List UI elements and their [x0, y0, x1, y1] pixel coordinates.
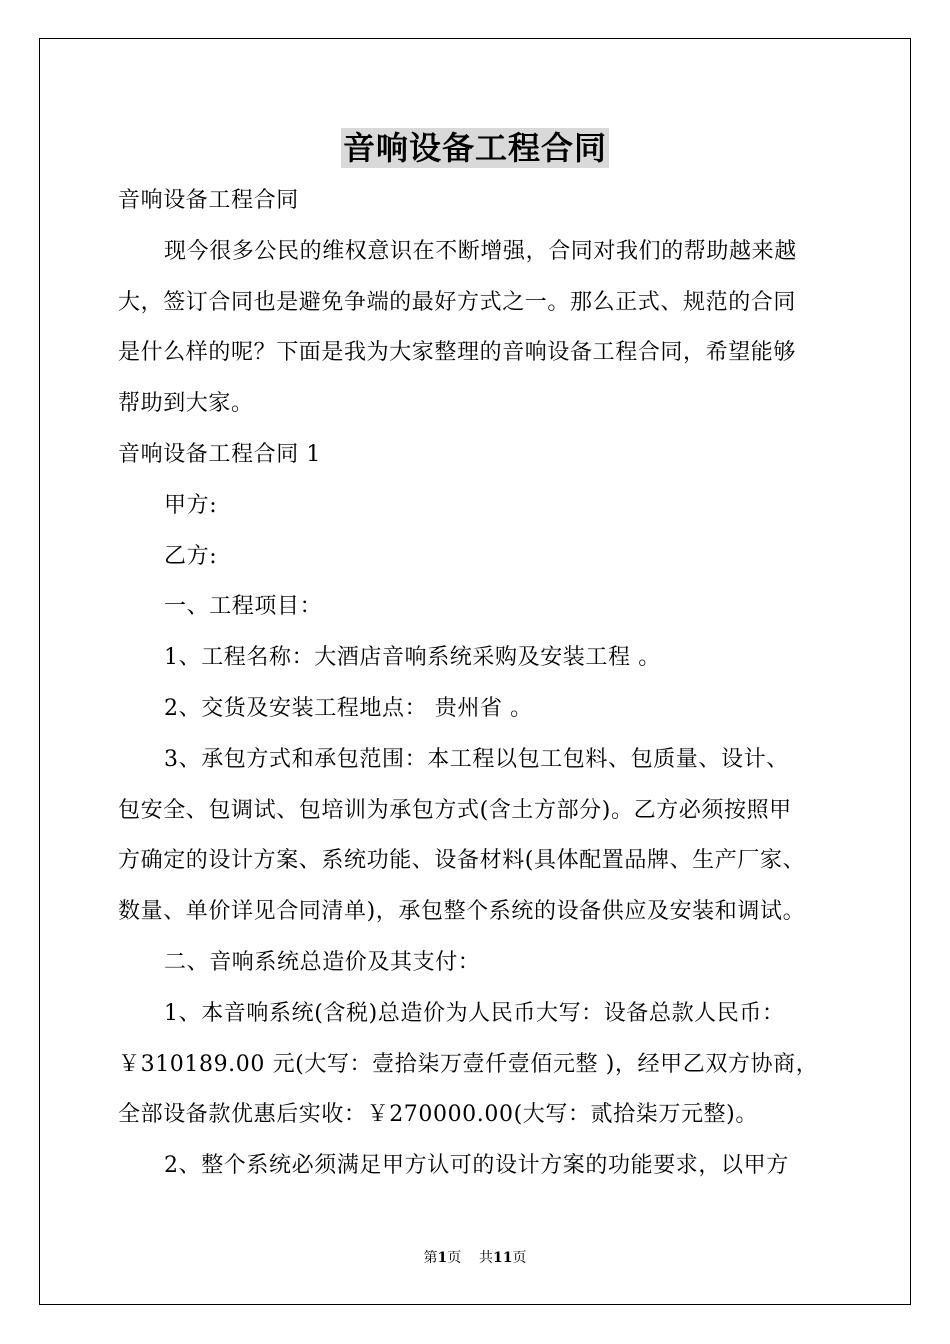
paragraph-line: 是什么样的呢？下面是我为大家整理的音响设备工程合同，希望能够 [118, 340, 797, 366]
clause-line: 包安全、包调试、包培训为承包方式(含土方部分)。乙方必须按照甲 [118, 797, 792, 823]
subtitle-line: 音响设备工程合同 [118, 188, 299, 213]
clause-line: ￥310189.00 元(大写：壹拾柒万壹仟壹佰元整 )，经甲乙双方协商， [118, 1051, 819, 1077]
clause-heading: 一、工程项目： [164, 594, 323, 620]
party-b-line: 乙方: [164, 543, 218, 569]
page-suffix: 页 [447, 1250, 462, 1266]
document-body [118, 176, 843, 1192]
party-a-line: 甲方: [164, 492, 218, 518]
paragraph-line: 大，签订合同也是避免争端的最好方式之一。那么正式、规范的合同 [118, 289, 797, 315]
title-container [0, 128, 950, 168]
clause-line: 数量、单价详见合同清单)，承包整个系统的设备供应及安装和调试。 [118, 899, 806, 925]
page-prefix: 第 [423, 1250, 438, 1266]
clause-line: 2、整个系统必须满足甲方认可的设计方案的功能要求，以甲方 [164, 1153, 789, 1179]
clause-line: 全部设备款优惠后实收：￥270000.00(大写：贰拾柒万元整)。 [118, 1102, 758, 1128]
paragraph-line: 帮助到大家。 [118, 391, 254, 417]
clause-line: 方确定的设计方案、系统功能、设备材料(具体配置品牌、生产厂家、 [118, 848, 806, 874]
document-title: 音响设备工程合同 [342, 129, 607, 167]
page-footer [0, 1248, 950, 1268]
total-suffix: 页 [512, 1250, 527, 1266]
page-number: 1 [437, 1250, 448, 1266]
clause-line: 3、承包方式和承包范围：本工程以包工包料、包质量、设计、 [164, 746, 789, 772]
clause-heading: 二、音响系统总造价及其支付： [164, 949, 481, 975]
paragraph-line: 现今很多公民的维权意识在不断增强，合同对我们的帮助越来越 [164, 238, 797, 264]
total-prefix: 共 [479, 1250, 494, 1266]
total-pages: 11 [493, 1250, 513, 1266]
clause-line: 2、交货及安装工程地点： 贵州省 。 [164, 695, 533, 721]
clause-line: 1、本音响系统(含税)总造价为人民币大写：设备总款人民币： [164, 1000, 785, 1026]
section-heading: 音响设备工程合同 1 [118, 441, 321, 467]
clause-line: 1、工程名称：大酒店音响系统采购及安装工程 。 [164, 645, 661, 671]
